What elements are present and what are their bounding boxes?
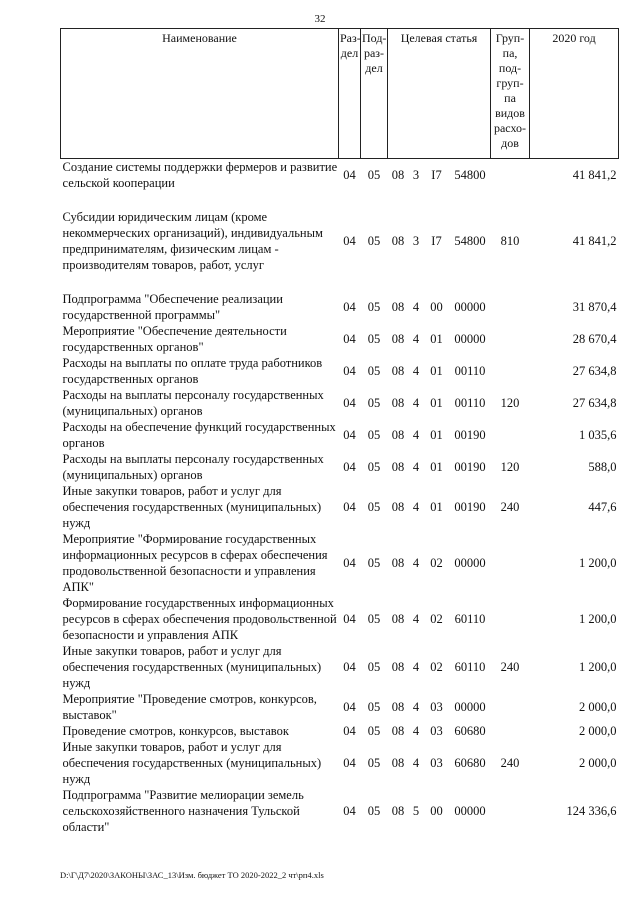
cell-program: 08 <box>391 234 405 248</box>
cell-event: 01 <box>430 460 443 474</box>
cell-razdel: 04 <box>343 332 356 346</box>
cell-name: Иные закупки товаров, работ и услуг для обеспечения государственных (муниципальных) нужд <box>62 484 322 530</box>
cell-program: 08 <box>391 700 405 714</box>
header-razdel: Раз-дел <box>339 29 361 159</box>
cell-razdel: 04 <box>343 364 356 378</box>
cell-subprogram: 4 <box>412 332 420 346</box>
cell-name: Субсидии юридическим лицам (кроме некоммерческих организаций), индивидуальным предпринимателям, физическим лицам - производителям товаров, работ, услуг <box>62 210 323 272</box>
cell-direction: 60680 <box>454 724 486 738</box>
cell-razdel: 04 <box>343 300 356 314</box>
cell-podrazdel: 05 <box>367 660 381 674</box>
cell-amount-2020: 2 000,0 <box>579 724 617 738</box>
cell-podrazdel: 05 <box>367 300 381 314</box>
cell-event: I7 <box>431 234 442 248</box>
cell-expense-group: 240 <box>500 500 520 514</box>
table-row <box>61 355 619 387</box>
cell-podrazdel: 05 <box>367 332 381 346</box>
header-year: 2020 год <box>530 29 619 159</box>
cell-event: 01 <box>430 428 443 442</box>
cell-program: 08 <box>391 756 405 770</box>
cell-amount-2020: 41 841,2 <box>572 234 617 248</box>
cell-amount-2020: 41 841,2 <box>572 168 617 182</box>
cell-event: 03 <box>430 756 443 770</box>
cell-amount-2020: 2 000,0 <box>579 700 617 714</box>
cell-amount-2020: 588,0 <box>588 460 617 474</box>
table-row <box>61 723 619 739</box>
cell-razdel: 04 <box>343 660 356 674</box>
row-spacer-cell <box>61 191 619 209</box>
cell-direction: 00110 <box>454 396 486 410</box>
cell-direction: 00190 <box>454 428 486 442</box>
cell-event: 02 <box>430 660 443 674</box>
table-row <box>61 787 619 835</box>
table-row <box>61 739 619 787</box>
cell-name: Расходы на обеспечение функций государственных органов <box>62 420 336 450</box>
row-spacer-cell <box>61 273 619 291</box>
cell-razdel: 04 <box>343 700 356 714</box>
cell-amount-2020: 1 035,6 <box>579 428 617 442</box>
cell-expense-group <box>491 787 530 835</box>
cell-razdel: 04 <box>343 500 356 514</box>
cell-subprogram: 4 <box>412 556 420 570</box>
cell-expense-group <box>491 355 530 387</box>
table-row <box>61 291 619 323</box>
cell-subprogram: 4 <box>412 396 420 410</box>
cell-name: Иные закупки товаров, работ и услуг для обеспечения государственных (муниципальных) нужд <box>62 644 322 690</box>
budget-table <box>60 28 619 835</box>
cell-razdel: 04 <box>343 556 356 570</box>
cell-direction: 54800 <box>454 234 486 248</box>
cell-subprogram: 4 <box>412 660 420 674</box>
table-row <box>61 483 619 531</box>
cell-direction: 00190 <box>454 460 486 474</box>
cell-name: Иные закупки товаров, работ и услуг для обеспечения государственных (муниципальных) нужд <box>62 740 322 786</box>
cell-direction: 60110 <box>454 612 486 626</box>
cell-name: Мероприятие "Проведение смотров, конкурсов, выставок" <box>62 692 317 722</box>
cell-name: Расходы на выплаты персоналу государственных (муниципальных) органов <box>62 388 324 418</box>
table-row <box>61 419 619 451</box>
cell-subprogram: 4 <box>412 612 420 626</box>
cell-expense-group <box>491 723 530 739</box>
cell-subprogram: 4 <box>412 500 420 514</box>
cell-name: Проведение смотров, конкурсов, выставок <box>62 724 289 738</box>
cell-razdel: 04 <box>343 396 356 410</box>
cell-program: 08 <box>391 396 405 410</box>
cell-direction: 60680 <box>454 756 486 770</box>
cell-razdel: 04 <box>343 724 356 738</box>
table-header-row <box>61 29 619 159</box>
cell-name: Подпрограмма "Обеспечение реализации государственной программы" <box>62 292 283 322</box>
cell-event: 02 <box>430 556 443 570</box>
table-row <box>61 209 619 273</box>
cell-event: 01 <box>430 500 443 514</box>
cell-expense-group <box>491 691 530 723</box>
cell-podrazdel: 05 <box>367 364 381 378</box>
cell-program: 08 <box>391 556 405 570</box>
cell-name: Мероприятие "Формирование государственных информационных ресурсов в сферах обеспечения продовольственной безопасности и управления АПК" <box>62 532 328 594</box>
cell-expense-group: 810 <box>500 234 520 248</box>
cell-name: Мероприятие "Обеспечение деятельности государственных органов" <box>62 324 287 354</box>
table-row <box>61 691 619 723</box>
cell-podrazdel: 05 <box>367 234 381 248</box>
footer-file-path: D:\Г\Д7\2020\ЗАКОНЫ\ЗАС_13\Изм. бюджет ТО 2020-2022_2 чт\рп4.xls <box>60 870 324 880</box>
cell-amount-2020: 1 200,0 <box>579 612 617 626</box>
cell-event: 02 <box>430 612 443 626</box>
cell-podrazdel: 05 <box>367 804 381 818</box>
cell-subprogram: 5 <box>412 804 420 818</box>
cell-podrazdel: 05 <box>367 556 381 570</box>
cell-subprogram: 3 <box>412 168 420 182</box>
page-number: 32 <box>314 13 326 25</box>
cell-subprogram: 4 <box>412 724 420 738</box>
cell-expense-group: 240 <box>500 660 520 674</box>
cell-amount-2020: 1 200,0 <box>579 556 617 570</box>
cell-podrazdel: 05 <box>367 612 381 626</box>
cell-program: 08 <box>391 660 405 674</box>
cell-program: 08 <box>391 428 405 442</box>
cell-direction: 60110 <box>454 660 486 674</box>
row-spacer <box>61 273 619 291</box>
cell-direction: 00000 <box>454 300 486 314</box>
cell-amount-2020: 27 634,8 <box>572 364 617 378</box>
cell-direction: 00000 <box>454 556 486 570</box>
cell-expense-group <box>491 291 530 323</box>
cell-podrazdel: 05 <box>367 396 381 410</box>
cell-program: 08 <box>391 332 405 346</box>
cell-name: Расходы на выплаты по оплате труда работников государственных органов <box>62 356 323 386</box>
cell-podrazdel: 05 <box>367 756 381 770</box>
cell-subprogram: 4 <box>412 364 420 378</box>
cell-program: 08 <box>391 612 405 626</box>
cell-razdel: 04 <box>343 234 356 248</box>
cell-direction: 54800 <box>454 168 486 182</box>
cell-subprogram: 4 <box>412 300 420 314</box>
cell-program: 08 <box>391 724 405 738</box>
cell-amount-2020: 28 670,4 <box>572 332 617 346</box>
cell-razdel: 04 <box>343 428 356 442</box>
cell-event: 01 <box>430 364 443 378</box>
cell-event: 01 <box>430 396 443 410</box>
cell-program: 08 <box>391 804 405 818</box>
cell-amount-2020: 1 200,0 <box>579 660 617 674</box>
cell-program: 08 <box>391 460 405 474</box>
header-gruppa: Груп-па, под-груп-па видов расхо-дов <box>491 29 530 159</box>
cell-direction: 00000 <box>454 804 486 818</box>
cell-event: 00 <box>430 804 443 818</box>
cell-razdel: 04 <box>343 612 356 626</box>
cell-subprogram: 3 <box>412 234 420 248</box>
table-row <box>61 643 619 691</box>
cell-razdel: 04 <box>343 168 356 182</box>
cell-amount-2020: 2 000,0 <box>579 756 617 770</box>
cell-direction: 00000 <box>454 332 486 346</box>
cell-expense-group: 120 <box>500 460 520 474</box>
cell-podrazdel: 05 <box>367 500 381 514</box>
cell-expense-group <box>491 531 530 595</box>
cell-amount-2020: 124 336,6 <box>566 804 617 818</box>
cell-subprogram: 4 <box>412 460 420 474</box>
cell-program: 08 <box>391 300 405 314</box>
cell-event: 00 <box>430 300 443 314</box>
cell-event: 03 <box>430 724 443 738</box>
cell-expense-group <box>491 159 530 192</box>
cell-podrazdel: 05 <box>367 700 381 714</box>
cell-subprogram: 4 <box>412 756 420 770</box>
cell-expense-group: 240 <box>500 756 520 770</box>
table-row <box>61 387 619 419</box>
cell-podrazdel: 05 <box>367 460 381 474</box>
cell-amount-2020: 447,6 <box>588 500 617 514</box>
header-celevaya-statya: Целевая статья <box>388 29 491 159</box>
table-row <box>61 595 619 643</box>
cell-razdel: 04 <box>343 460 356 474</box>
cell-expense-group: 120 <box>500 396 520 410</box>
cell-event: I7 <box>431 168 442 182</box>
cell-direction: 00190 <box>454 500 486 514</box>
cell-event: 03 <box>430 700 443 714</box>
header-name: Наименование <box>61 29 339 159</box>
cell-razdel: 04 <box>343 804 356 818</box>
header-podrazdel: Под-раз-дел <box>361 29 388 159</box>
cell-name: Формирование государственных информационных ресурсов в сферах обеспечения продовольственной безопасности и управления АПК <box>62 596 337 642</box>
table-row <box>61 159 619 192</box>
cell-razdel: 04 <box>343 756 356 770</box>
cell-podrazdel: 05 <box>367 168 381 182</box>
cell-subprogram: 4 <box>412 428 420 442</box>
table-row <box>61 451 619 483</box>
cell-program: 08 <box>391 364 405 378</box>
cell-expense-group <box>491 419 530 451</box>
cell-name: Расходы на выплаты персоналу государственных (муниципальных) органов <box>62 452 324 482</box>
cell-program: 08 <box>391 500 405 514</box>
cell-podrazdel: 05 <box>367 724 381 738</box>
cell-subprogram: 4 <box>412 700 420 714</box>
cell-name: Создание системы поддержки фермеров и развитие сельской кооперации <box>62 160 338 190</box>
cell-event: 01 <box>430 332 443 346</box>
cell-podrazdel: 05 <box>367 428 381 442</box>
cell-amount-2020: 31 870,4 <box>572 300 617 314</box>
cell-expense-group <box>491 323 530 355</box>
table-row <box>61 531 619 595</box>
cell-direction: 00110 <box>454 364 486 378</box>
cell-expense-group <box>491 595 530 643</box>
row-spacer <box>61 191 619 209</box>
cell-name: Подпрограмма "Развитие мелиорации земель сельскохозяйственного назначения Тульской области" <box>62 788 304 834</box>
cell-direction: 00000 <box>454 700 486 714</box>
cell-program: 08 <box>391 168 405 182</box>
table-row <box>61 323 619 355</box>
cell-amount-2020: 27 634,8 <box>572 396 617 410</box>
